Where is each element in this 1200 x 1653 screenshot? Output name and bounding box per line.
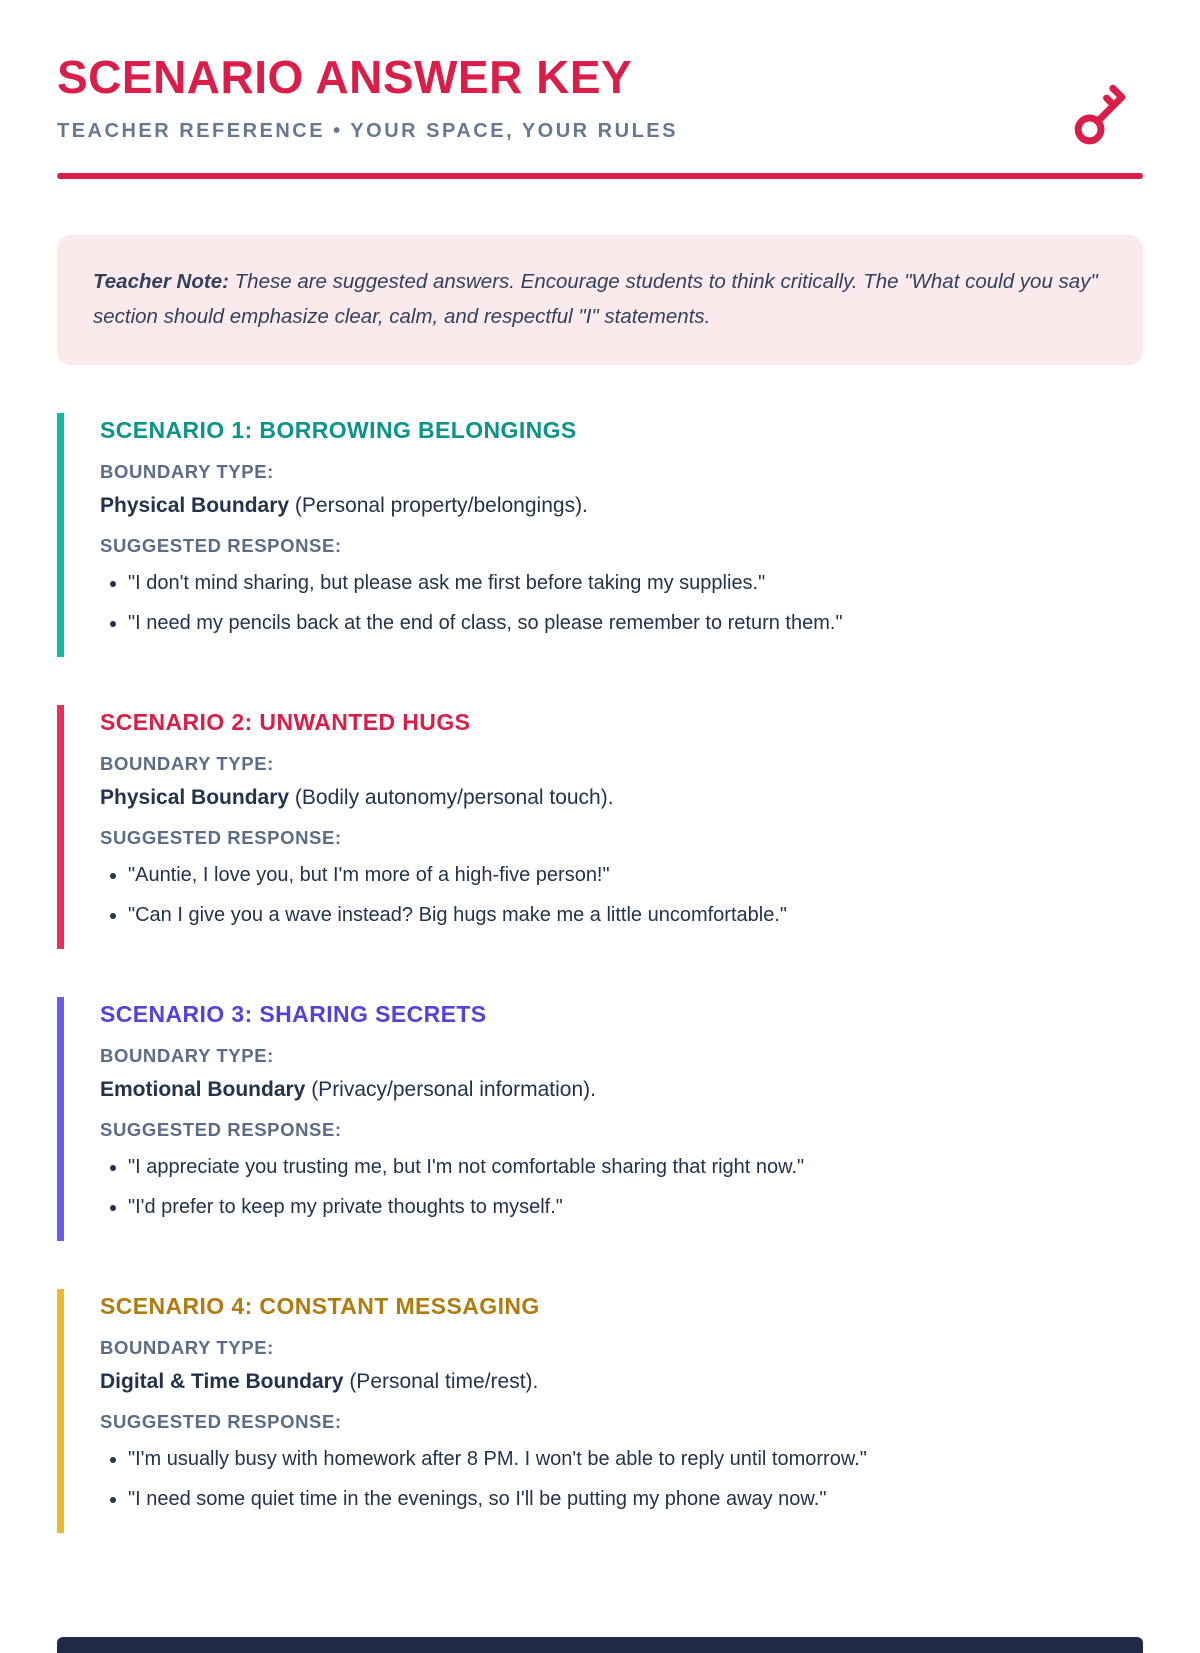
response-list [100,569,1143,638]
suggested-response-label: SUGGESTED RESPONSE: [100,534,342,556]
key-icon-shape [1073,88,1130,145]
suggested-response-label: SUGGESTED RESPONSE: [100,826,342,848]
boundary-detail: (Privacy/personal information). [305,1077,596,1101]
response-item: • "Auntie, I love you, but I'm more of a high-five person!" [128,861,1143,890]
boundary-type-label: BOUNDARY TYPE: [100,1336,274,1358]
boundary-detail: (Personal time/rest). [343,1369,539,1393]
teacher-note-text: These are suggested answers. Encourage students to think critically. The "What could you say" section should emphasize clear, calm, and respectful "I" statements. [93,270,1098,328]
teacher-note-label: Teacher Note: [93,270,229,293]
boundary-type-label: BOUNDARY TYPE: [100,752,274,774]
response-item: • "Can I give you a wave instead? Big hugs make me a little uncomfortable." [128,901,1143,930]
response-item: • "I appreciate you trusting me, but I'm not comfortable sharing that right now." [128,1153,1143,1182]
response-item: • "I need some quiet time in the evenings, so I'll be putting my phone away now." [128,1485,1143,1514]
response-list [100,861,1143,930]
header [57,50,1143,143]
boundary-name: Physical Boundary [100,493,290,517]
suggested-response-label: SUGGESTED RESPONSE: [100,1118,342,1140]
response-list [100,1153,1143,1222]
footer-bar [57,1637,1143,1653]
scenario-section-3 [57,997,1143,1241]
boundary-type-label: BOUNDARY TYPE: [100,460,274,482]
scenario-section-1 [57,413,1143,657]
boundary-value [100,786,1143,810]
boundary-name: Emotional Boundary [100,1077,306,1101]
suggested-response-label: SUGGESTED RESPONSE: [100,1410,342,1432]
divider-rule [57,173,1143,179]
boundary-type-label: BOUNDARY TYPE: [100,1044,274,1066]
boundary-name: Digital & Time Boundary [100,1369,344,1393]
boundary-detail: (Bodily autonomy/personal touch). [289,785,614,809]
response-item: • "I don't mind sharing, but please ask me first before taking my supplies." [128,569,1143,598]
boundary-value [100,1370,1143,1394]
scenario-title: SCENARIO 2: UNWANTED HUGS [100,708,471,735]
scenario-title: SCENARIO 4: CONSTANT MESSAGING [100,1292,540,1319]
scenario-section-2 [57,705,1143,949]
boundary-value [100,494,1143,518]
response-item: • "I'd prefer to keep my private thoughts to myself." [128,1193,1143,1222]
boundary-value [100,1078,1143,1102]
boundary-detail: (Personal property/belongings). [289,493,588,517]
response-item: • "I need my pencils back at the end of class, so please remember to return them." [128,609,1143,638]
scenario-title: SCENARIO 1: BORROWING BELONGINGS [100,416,577,443]
scenario-title: SCENARIO 3: SHARING SECRETS [100,1000,487,1027]
response-list [100,1445,1143,1514]
response-item: • "I'm usually busy with homework after 8 PM. I won't be able to reply until tomorrow." [128,1445,1143,1474]
boundary-name: Physical Boundary [100,785,290,809]
page-subtitle: TEACHER REFERENCE • YOUR SPACE, YOUR RULES [57,120,678,142]
key-icon [1065,78,1141,154]
scenario-section-4 [57,1289,1143,1533]
page-title: SCENARIO ANSWER KEY [57,51,633,103]
teacher-note [57,235,1143,365]
